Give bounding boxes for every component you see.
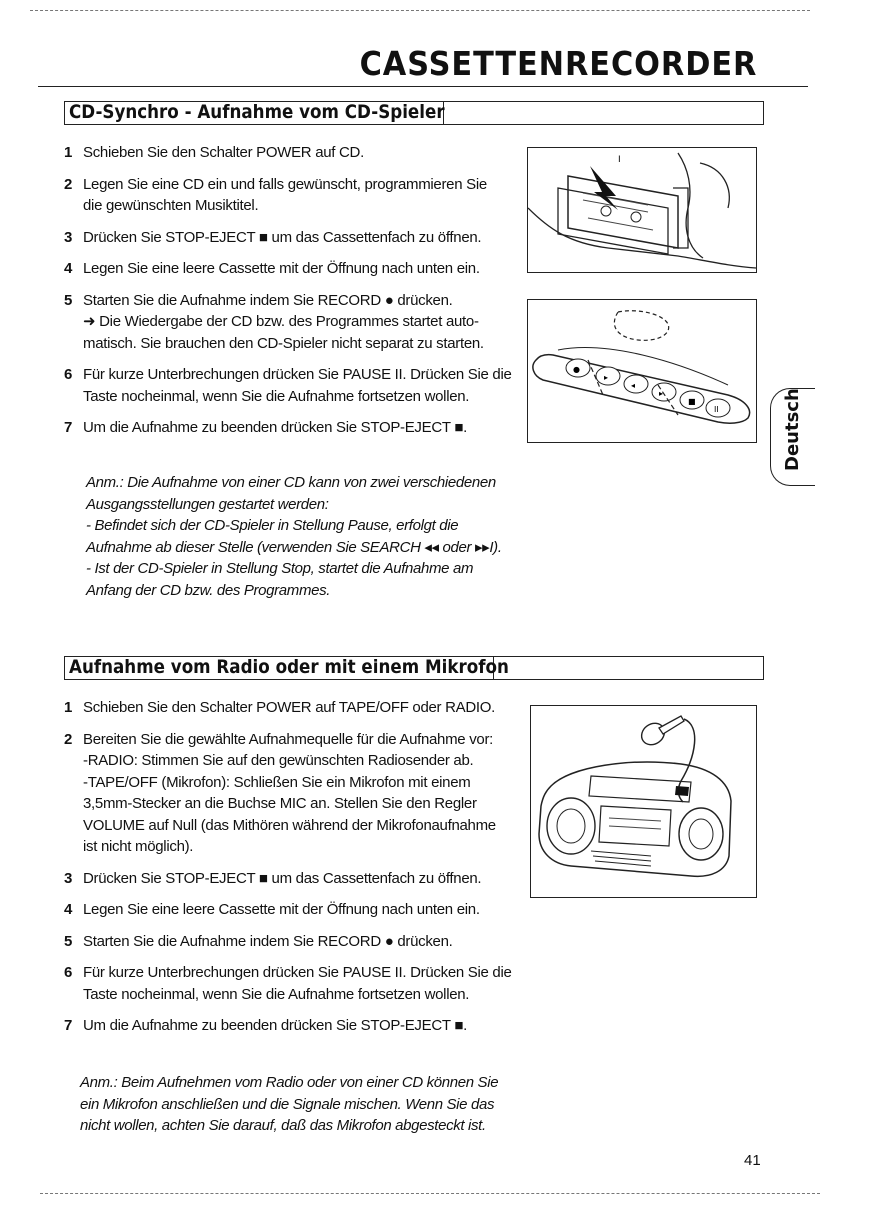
step-text-line: ist nicht möglich). — [83, 838, 194, 855]
step-item — [64, 417, 524, 439]
control-buttons-illustration — [528, 300, 756, 442]
step-number: 7 — [64, 419, 73, 436]
step-number: 7 — [64, 1017, 73, 1034]
step-number: 5 — [64, 291, 73, 309]
step-item — [64, 174, 524, 217]
step-text-line: Drücken Sie STOP-EJECT ■ um das Cassettenfach zu öffnen. — [83, 869, 482, 887]
step-text-line: Legen Sie eine CD ein und falls gewünscht, programmieren Sie — [83, 175, 487, 193]
step-text-line: ➜ Die Wiedergabe der CD bzw. des Programmes startet auto- — [83, 313, 479, 330]
cassette-insert-illustration — [528, 148, 756, 272]
step-text-line: 3,5mm-Stecker an die Buchse MIC an. Stellen Sie den Regler — [83, 795, 477, 812]
boombox-microphone-illustration — [531, 706, 756, 897]
svg-text:■: ■ — [688, 397, 696, 406]
step-item — [64, 142, 524, 164]
language-tab — [770, 388, 815, 486]
step-number: 4 — [64, 260, 73, 277]
step-item — [64, 931, 524, 953]
note-line: Ausgangsstellungen gestartet werden: — [86, 495, 329, 513]
step-text-line: Um die Aufnahme zu beenden drücken Sie STOP-EJECT ■. — [83, 1017, 467, 1034]
note-line: - Befindet sich der CD-Spieler in Stellung Pause, erfolgt die — [86, 517, 459, 534]
step-number: 5 — [64, 932, 73, 950]
step-number: 6 — [64, 366, 73, 383]
scan-bottom-edge — [40, 1193, 820, 1194]
step-number: 3 — [64, 869, 73, 887]
note-line: Anm.: Die Aufnahme von einer CD kann von zwei verschiedenen — [86, 474, 496, 491]
step-number: 6 — [64, 964, 73, 981]
step-item — [64, 290, 524, 355]
scan-top-edge — [30, 10, 810, 11]
step-text-line: Taste nocheinmal, wenn Sie die Aufnahme fortsetzen wollen. — [83, 387, 470, 405]
step-item — [64, 868, 524, 890]
page-number: 41 — [744, 1152, 761, 1169]
step-text-line: Drücken Sie STOP-EJECT ■ um das Cassettenfach zu öffnen. — [83, 228, 482, 246]
note-line: - Ist der CD-Spieler in Stellung Stop, startet die Aufnahme am — [86, 560, 474, 577]
section1-heading: CD-Synchro - Aufnahme vom CD-Spieler — [69, 101, 445, 123]
svg-text:●: ● — [573, 365, 580, 374]
step-text-line: Für kurze Unterbrechungen drücken Sie PAUSE II. Drücken Sie die — [83, 366, 512, 383]
note-line: nicht wollen, achten Sie darauf, daß das Mikrofon abgesteckt ist. — [80, 1117, 486, 1134]
step-item — [64, 364, 524, 407]
step-text-line: Starten Sie die Aufnahme indem Sie RECORD ● drücken. — [83, 932, 453, 950]
step-text-line: VOLUME auf Null (das Mithören während der Mikrofonaufnahme — [83, 816, 496, 834]
step-number: 1 — [64, 699, 73, 716]
step-text-line: Legen Sie eine leere Cassette mit der Öffnung nach unten ein. — [83, 260, 480, 277]
svg-text:II: II — [714, 405, 719, 414]
svg-text:▸: ▸ — [659, 389, 664, 398]
figure-control-buttons — [527, 299, 757, 443]
step-text-line: Um die Aufnahme zu beenden drücken Sie STOP-EJECT ■. — [83, 419, 467, 436]
step-number: 1 — [64, 144, 73, 161]
step-number: 2 — [64, 730, 73, 748]
page-title: CASSETTENRECORDER — [359, 44, 757, 83]
svg-text:I: I — [618, 155, 621, 165]
step-text-line: Schieben Sie den Schalter POWER auf CD. — [83, 144, 364, 161]
step-item — [64, 227, 524, 249]
note-line: ein Mikrofon anschließen und die Signale mischen. Wenn Sie das — [80, 1095, 495, 1113]
section2-steps — [64, 697, 524, 1047]
step-text-line: Taste nocheinmal, wenn Sie die Aufnahme fortsetzen wollen. — [83, 985, 470, 1003]
step-item — [64, 899, 524, 921]
section1-note — [86, 472, 546, 601]
note-line: Anm.: Beim Aufnehmen vom Radio oder von einer CD können Sie — [80, 1074, 499, 1091]
language-tab-label: Deutsch — [782, 388, 803, 471]
step-text-line: Starten Sie die Aufnahme indem Sie RECORD ● drücken. — [83, 291, 453, 309]
step-text-line: Legen Sie eine leere Cassette mit der Öffnung nach unten ein. — [83, 901, 480, 918]
step-item — [64, 962, 524, 1005]
step-item — [64, 258, 524, 280]
section1-steps — [64, 142, 524, 449]
step-text-line: Für kurze Unterbrechungen drücken Sie PAUSE II. Drücken Sie die — [83, 964, 512, 981]
section2-heading: Aufnahme vom Radio oder mit einem Mikrofon — [69, 656, 509, 678]
step-text-line: -TAPE/OFF (Mikrofon): Schließen Sie ein Mikrofon mit einem — [83, 773, 471, 791]
note-line: Aufnahme ab dieser Stelle (verwenden Sie SEARCH ◂◂ oder ▸▸I). — [86, 538, 502, 556]
figure-cassette-insert — [527, 147, 757, 273]
figure-boombox-microphone — [530, 705, 757, 898]
svg-text:◂: ◂ — [631, 381, 636, 390]
step-number: 3 — [64, 228, 73, 246]
step-number: 2 — [64, 175, 73, 193]
step-text-line: -RADIO: Stimmen Sie auf den gewünschten Radiosender ab. — [83, 752, 474, 769]
step-text-line: matisch. Sie brauchen den CD-Spieler nicht separat zu starten. — [83, 334, 484, 352]
step-item — [64, 697, 524, 719]
svg-text:▸: ▸ — [604, 373, 609, 382]
step-text-line: Schieben Sie den Schalter POWER auf TAPE/OFF oder RADIO. — [83, 699, 495, 716]
note-line: Anfang der CD bzw. des Programmes. — [86, 581, 331, 599]
step-text-line: Bereiten Sie die gewählte Aufnahmequelle für die Aufnahme vor: — [83, 730, 494, 748]
section2-note — [80, 1072, 550, 1137]
step-item — [64, 1015, 524, 1037]
step-item — [64, 729, 524, 858]
step-number: 4 — [64, 901, 73, 918]
title-rule — [38, 86, 808, 87]
step-text-line: die gewünschten Musiktitel. — [83, 197, 259, 214]
